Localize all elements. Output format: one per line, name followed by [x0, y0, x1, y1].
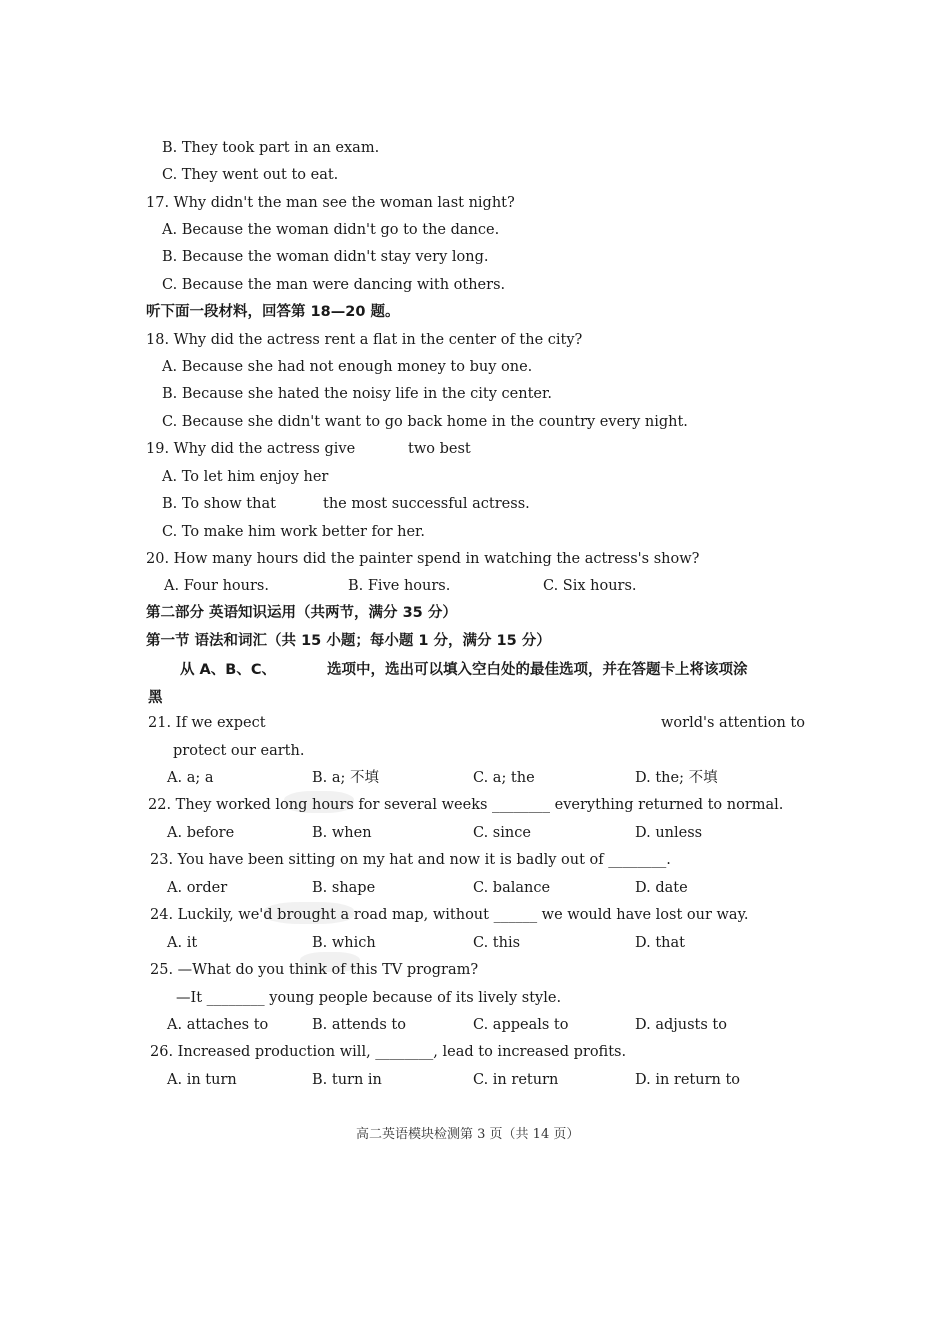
q18-option-b: B. Because she hated the noisy life in the city center. [162, 386, 552, 402]
q21-option-d: D. the; 不填 [635, 770, 718, 786]
instruction-continued: 黑 [148, 690, 163, 706]
q23-option-b: B. shape [312, 880, 376, 896]
question-26: 26. Increased production will, ________, lead to increased profits. [150, 1044, 627, 1060]
q19-option-a: A. To let him enjoy her [162, 469, 329, 485]
question-21-part2: world's attention to [661, 715, 805, 731]
q19-option-b-part2: the most successful actress. [323, 496, 530, 512]
q22-option-a: A. before [167, 825, 235, 841]
listening-instruction: 听下面一段材料，回答第 18—20 题。 [146, 304, 400, 320]
q22-option-b: B. when [312, 825, 372, 841]
q17-option-a: A. Because the woman didn't go to the dance. [162, 222, 500, 238]
q25-option-d: D. adjusts to [635, 1017, 727, 1033]
question-18: 18. Why did the actress rent a flat in the center of the city? [146, 332, 583, 348]
question-19-part1: 19. Why did the actress give [146, 441, 356, 457]
q26-option-c: C. in return [473, 1072, 559, 1088]
q21-option-c: C. a; the [473, 770, 535, 786]
part-two-heading: 第二部分 英语知识运用（共两节，满分 35 分） [146, 605, 457, 621]
q26-option-a: A. in turn [167, 1072, 237, 1088]
q26-option-b: B. turn in [312, 1072, 382, 1088]
q17-option-c: C. Because the man were dancing with others. [162, 277, 506, 293]
q19-option-c: C. To make him work better for her. [162, 524, 425, 540]
question-20: 20. How many hours did the painter spend in watching the actress's show? [146, 551, 700, 567]
q24-option-b: B. which [312, 935, 376, 951]
question-21-continued: protect our earth. [173, 743, 305, 759]
q24-option-c: C. this [473, 935, 521, 951]
question-19-part2: two best [408, 441, 471, 457]
q16-option-b: B. They took part in an exam. [162, 140, 380, 156]
page-footer: 高二英语模块检测第 3 页（共 14 页） [356, 1127, 580, 1142]
instruction-part2: 选项中，选出可以填入空白处的最佳选项，并在答题卡上将该项涂 [327, 662, 748, 678]
section-one-heading: 第一节 语法和词汇（共 15 小题；每小题 1 分，满分 15 分） [146, 633, 551, 649]
q24-option-a: A. it [167, 935, 198, 951]
q16-option-c: C. They went out to eat. [162, 167, 339, 183]
q21-option-a: A. a; a [167, 770, 214, 786]
q19-option-b-part1: B. To show that [162, 496, 276, 512]
q25-option-a: A. attaches to [167, 1017, 269, 1033]
q26-option-d: D. in return to [635, 1072, 741, 1088]
q18-option-a: A. Because she had not enough money to buy one. [162, 359, 533, 375]
q25-option-b: B. attends to [312, 1017, 406, 1033]
question-24: 24. Luckily, we'd brought a road map, without ______ we would have lost our way. [150, 907, 749, 923]
q23-option-c: C. balance [473, 880, 551, 896]
question-17: 17. Why didn't the man see the woman last night? [146, 195, 515, 211]
q17-option-b: B. Because the woman didn't stay very long. [162, 249, 489, 265]
q18-option-c: C. Because she didn't want to go back home in the country every night. [162, 414, 688, 430]
q23-option-d: D. date [635, 880, 688, 896]
q20-option-a: A. Four hours. [164, 578, 269, 594]
q22-option-d: D. unless [635, 825, 703, 841]
question-21-part1: 21. If we expect [148, 715, 266, 731]
question-25: 25. —What do you think of this TV program? [150, 962, 479, 978]
q25-option-c: C. appeals to [473, 1017, 569, 1033]
q20-option-c: C. Six hours. [543, 578, 637, 594]
question-22: 22. They worked long hours for several weeks ________ everything returned to normal. [148, 797, 784, 813]
question-23: 23. You have been sitting on my hat and now it is badly out of ________. [150, 852, 671, 868]
instruction-part1: 从 A、B、C、 [180, 662, 276, 678]
q23-option-a: A. order [167, 880, 228, 896]
q21-option-b: B. a; 不填 [312, 770, 380, 786]
question-25-reply: —It ________ young people because of its lively style. [176, 990, 562, 1006]
q24-option-d: D. that [635, 935, 685, 951]
q22-option-c: C. since [473, 825, 531, 841]
q20-option-b: B. Five hours. [348, 578, 451, 594]
